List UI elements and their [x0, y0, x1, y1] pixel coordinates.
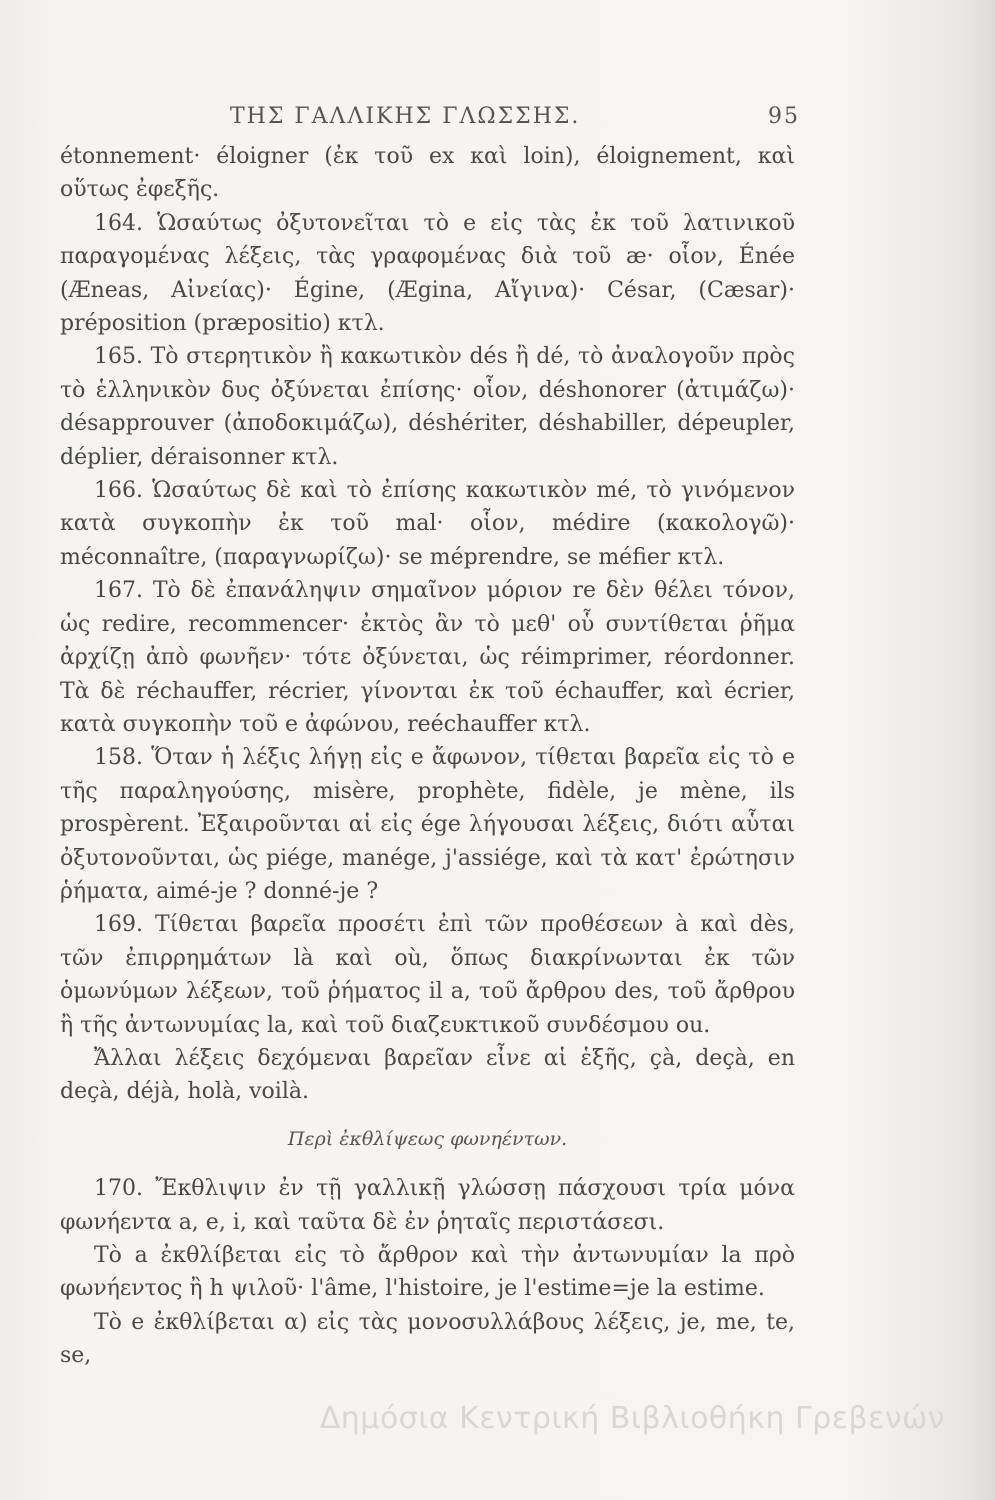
paragraph: 170. Ἔκθλιψιν ἐν τῇ γαλλικῇ γλώσσῃ πάσχουσι τρία μόνα φωνήεντα a, e, i, καὶ ταῦτα δὲ ἐν ῥηταῖς περιστάσεσι.	[60, 1176, 795, 1235]
paragraph: Τὸ a ἐκθλίβεται εἰς τὸ ἄρθρον καὶ τὴν ἀντωνυμίαν la πρὸ φωνήεντος ἢ h ψιλοῦ· l'âme, l'histoire, je l'estime=je la estime.	[60, 1243, 795, 1302]
paragraph: 169. Τίθεται βαρεῖα προσέτι ἐπὶ τῶν προθέσεων à καὶ dès, τῶν ἐπιρρημάτων là καὶ où, ὅπως διακρίνωνται ἐκ τῶν ὁμωνύμων λέξεων, τοῦ ῥήματος il a, τοῦ ἄρθρου des, τοῦ ἄρθρου ἢ τῆς ἀντωνυμίας la, καὶ τοῦ διαζευκτικοῦ συνδέσμου ou.	[60, 912, 795, 1038]
body-text	[60, 140, 795, 1373]
paragraph: 167. Τὸ δὲ ἐπανάληψιν σημαῖνον μόριον re δὲν θέλει τόνον, ὡς redire, recommencer· ἐκτὸς ἂν τὸ μεθ' οὗ συντίθεται ῥῆμα ἀρχίζῃ ἀπὸ φωνῆεν· τότε ὀξύνεται, ὡς réimprimer, réordonner. Τὰ δὲ réchauffer, récrier, γίνονται ἐκ τοῦ échauffer, καὶ écrier, κατὰ συγκοπὴν τοῦ e ἀφώνου, reéchauffer κτλ.	[60, 578, 795, 737]
paragraph: 166. Ὡσαύτως δὲ καὶ τὸ ἐπίσης κακωτικὸν mé, τὸ γινόμενον κατὰ συγκοπὴν ἐκ τοῦ mal· οἷον, médire (κακολογῶ)· méconnaître, (παραγνωρίζω)· se méprendre, se méfier κτλ.	[60, 478, 795, 570]
paragraph: 165. Τὸ στερητικὸν ἢ κακωτικὸν dés ἢ dé, τὸ ἀναλογοῦν πρὸς τὸ ἑλληνικὸν δυς ὀξύνεται ἐπίσης· οἷον, déshonorer (ἀτιμάζω)· désapprouver (ἀποδοκιμάζω), déshériter, déshabiller, dépeupler, déplier, déraisonner κτλ.	[60, 344, 795, 470]
paragraph: Τὸ e ἐκθλίβεται α) εἰς τὰς μονοσυλλάβους λέξεις, je, me, te, se,	[60, 1309, 795, 1369]
section-heading: Περὶ ἐκθλίψεως φωνηέντων.	[287, 1127, 568, 1150]
paragraph: Ἄλλαι λέξεις δεχόμεναι βαρεῖαν εἶνε αἱ ἑξῆς, çà, deçà, en deçà, déjà, holà, voilà.	[60, 1045, 795, 1105]
library-watermark: Δημόσια Κεντρική Βιβλιοθήκη Γρεβενών	[319, 1401, 945, 1436]
header-title: ΤΗΣ ΓΑΛΛΙΚΗΣ ΓΛΩΣΣΗΣ.	[230, 104, 581, 129]
page-number: 95	[768, 104, 800, 129]
paragraph: étonnement· éloigner (ἐκ τοῦ ex καὶ loin), éloignement, καὶ οὕτως ἐφεξῆς.	[60, 144, 795, 203]
running-header	[60, 104, 800, 129]
paragraph: 158. Ὅταν ἡ λέξις λήγῃ εἰς e ἄφωνον, τίθεται βαρεῖα εἰς τὸ e τῆς παραληγούσης, misère, prophète, fidèle, je mène, ils prospèrent. Ἐξαιροῦνται αἱ εἰς ége λήγουσαι λέξεις, διότι αὗται ὀξυτονοῦνται, ὡς piége, manége, j'assiége, καὶ τὰ κατ' ἐρώτησιν ῥήματα, aimé-je ? donné-je ?	[60, 745, 795, 904]
paragraph: 164. Ὡσαύτως ὀξυτονεῖται τὸ e εἰς τὰς ἐκ τοῦ λατινικοῦ παραγομένας λέξεις, τὰς γραφομένας διὰ τοῦ æ· οἷον, Énée (Æneas, Αἰνείας)· Égine, (Ægina, Αἴγινα)· César, (Cæsar)· préposition (præpositio) κτλ.	[60, 210, 795, 337]
